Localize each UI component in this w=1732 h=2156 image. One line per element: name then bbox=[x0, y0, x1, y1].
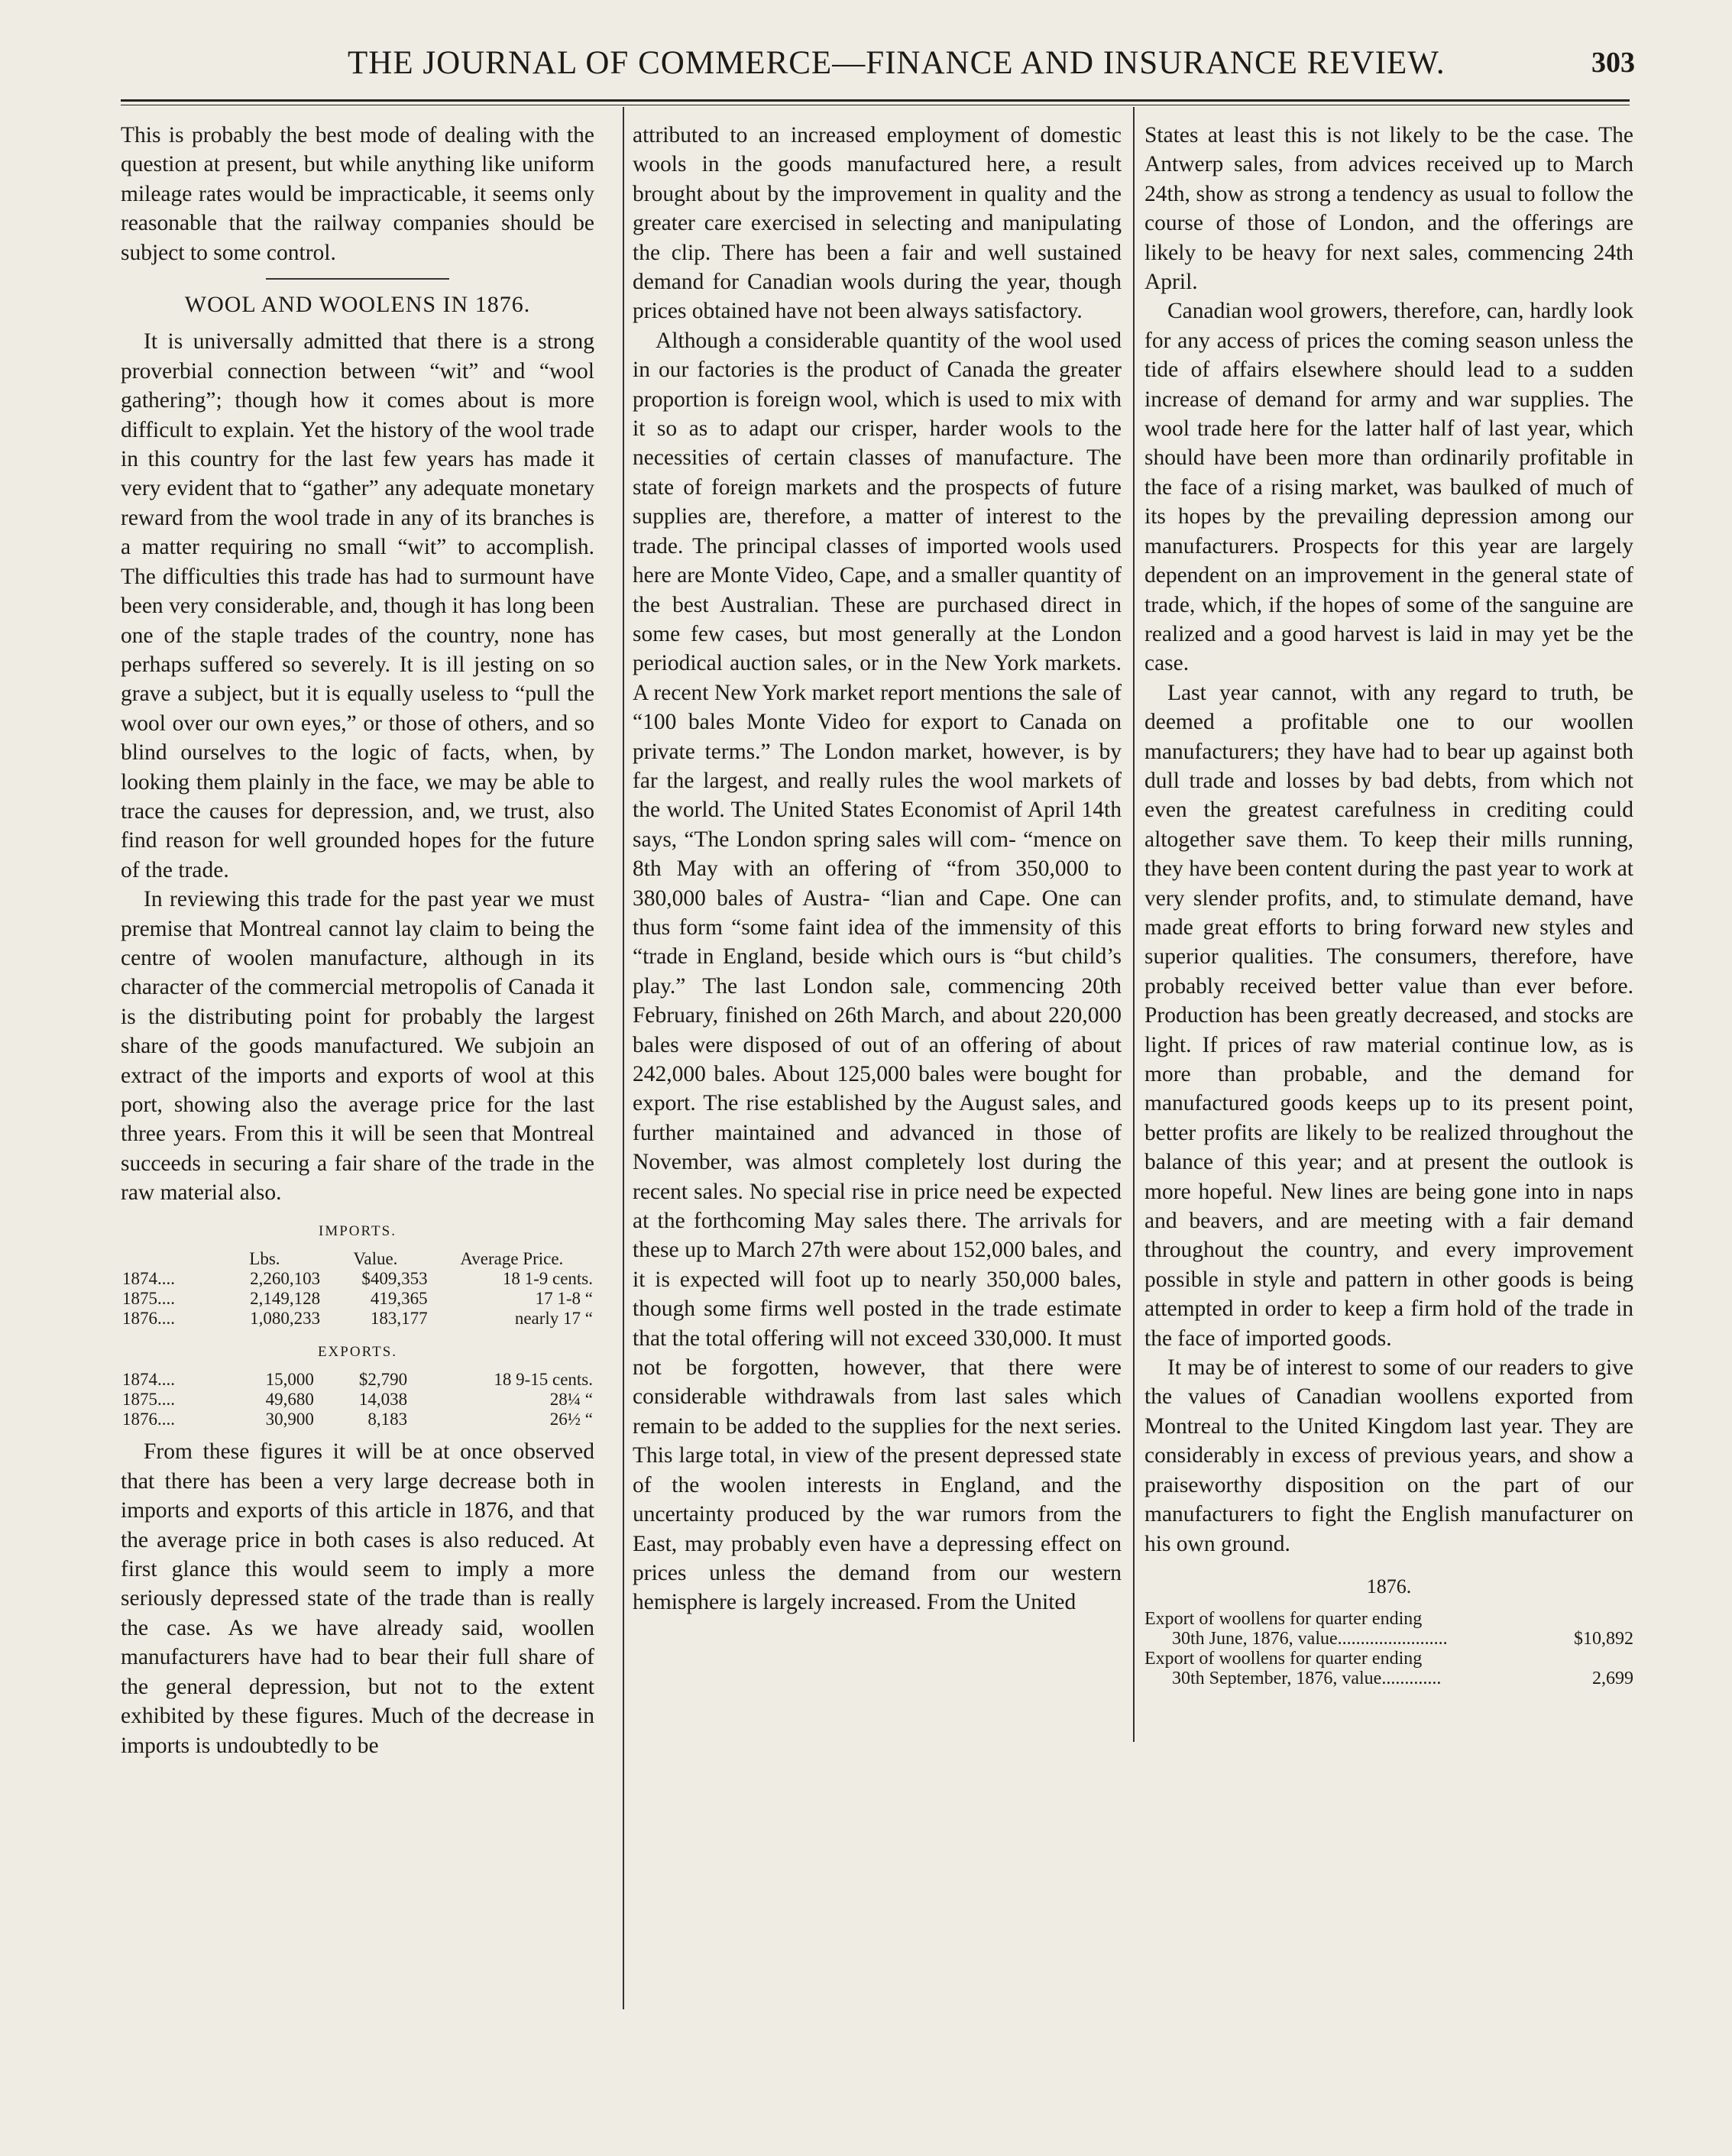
table-header-row bbox=[121, 1249, 594, 1269]
table-cell: 17 1-8 “ bbox=[535, 1289, 593, 1309]
table-cell: 419,365 bbox=[370, 1289, 428, 1309]
paragraph: Last year cannot, with any regard to truth, be deemed a profitable one to our woollen manufacturers; they have had to bear up against both dull trade and losses by bad debts, from which not even the greatest carefulness in crediting could altogether save them. To keep their mills running, they have been content during the past year to work at very slender profits, and, to stimulate demand, have made great efforts to bring forward new styles and superior qualities. The consumers, therefore, have probably received better value than ever before. Production has been greatly decreased, and stocks are light. If prices of raw material continue low, as is more than probable, and the demand for manufactured goods keeps up to its present point, better profits are likely to be realized throughout the balance of this year; and at present the outlook is more hopeful. New lines are being gone into in naps and beavers, and are meeting with a fair demand throughout the country, and every improvement possible in style and pattern in other goods is being attempted in order to keep a firm hold of the trade in the face of imported goods. bbox=[1144, 680, 1633, 1351]
table-cell: 28¼ “ bbox=[549, 1390, 593, 1410]
paragraph: In reviewing this trade for the past year we must premise that Montreal cannot lay claim to being the centre of woolen manufacture, although in its character of the commercial metropolis of Canada it is the distributing point for probably the largest share of the goods manufactured. We subjoin an extract of the imports and exports of wool at this port, showing also the average price for the last three years. From this it will be seen that Montreal succeeds in securing a fair share of the trade in the raw material also. bbox=[121, 887, 594, 1206]
header-rule bbox=[121, 99, 1630, 102]
table-cell: 18 9-15 cents. bbox=[494, 1370, 593, 1390]
table-cell: nearly 17 “ bbox=[514, 1309, 593, 1329]
section-rule bbox=[266, 278, 449, 280]
table-cell: 1874.... bbox=[122, 1370, 175, 1390]
table-cell: 8,183 bbox=[367, 1410, 408, 1429]
export-value: 2,699 bbox=[1592, 1669, 1633, 1689]
export-line-2 bbox=[1144, 1629, 1633, 1649]
table-cell: 14,038 bbox=[358, 1390, 408, 1410]
table-cell: 1876.... bbox=[122, 1309, 175, 1329]
export-entry bbox=[1144, 1609, 1633, 1649]
intro-paragraph: This is probably the best mode of dealing with the question at present, but while anything like uniform mileage rates would be impracticable, it seems only reasonable that the railway companies should be subject to some control. bbox=[121, 123, 594, 265]
table-cell: $2,790 bbox=[358, 1370, 408, 1390]
journal-title: THE JOURNAL OF COMMERCE—FINANCE AND INSURANCE REVIEW. bbox=[348, 45, 1445, 81]
paragraph: From these figures it will be at once observed that there has been a very large decrease both in imports and exports of this article in 1876, and that the average price in both cases is also reduced. At first glance this would seem to imply a more seriously depressed state of the trade than is really the case. As we have already said, woollen manufacturers have had to bear their full share of the general depression, but not to the extent exhibited by these figures. Much of the decrease in imports is undoubtedly to be bbox=[121, 1439, 594, 1758]
table-cell: 18 1-9 cents. bbox=[502, 1269, 593, 1289]
table-cell: 26½ “ bbox=[549, 1410, 593, 1429]
export-label: Export of woollens for quarter ending bbox=[1144, 1649, 1423, 1669]
table-cell: 2,260,103 bbox=[250, 1269, 321, 1289]
table-cell: 15,000 bbox=[265, 1370, 314, 1390]
column-divider-1 bbox=[623, 107, 624, 2009]
exports-caption: EXPORTS. bbox=[317, 1344, 398, 1361]
column-divider-2 bbox=[1133, 107, 1135, 1742]
table-row bbox=[121, 1269, 594, 1289]
imports-table bbox=[121, 1249, 594, 1329]
table-header: Lbs. bbox=[249, 1249, 280, 1269]
table-cell: 1,080,233 bbox=[250, 1309, 321, 1329]
paragraph: It may be of interest to some of our readers to give the values of Canadian woollens exported from Montreal to the United Kingdom last year. They are considerably in excess of previous years, and show a praiseworthy disposition on the part of our manufacturers to fight the English manufacturer on his own ground. bbox=[1144, 1355, 1633, 1556]
export-period: 30th September, 1876, value............. bbox=[1172, 1669, 1442, 1689]
paragraph: Canadian wool growers, therefore, can, hardly look for any access of prices the coming season unless the tide of affairs elsewhere should lead to a sudden increase of demand for army and war supplies. The wool trade here for the latter half of last year, which should have been more than ordinarily profitable in the face of a rising market, was baulked of much of its hopes by the prevailing depression among our manufacturers. Prospects for this year are largely dependent on an improvement in the general state of trade, which, if the hopes of some of the sanguine are realized and a good harvest is laid in may yet be the case. bbox=[1144, 299, 1633, 676]
table-header bbox=[121, 1249, 208, 1269]
export-entry bbox=[1144, 1649, 1633, 1688]
page-number: 303 bbox=[1591, 47, 1635, 79]
table-row bbox=[121, 1370, 594, 1390]
table-row bbox=[121, 1289, 594, 1309]
exports-table bbox=[121, 1370, 594, 1429]
table-cell: 1875.... bbox=[122, 1289, 175, 1309]
export-label: Export of woollens for quarter ending bbox=[1144, 1609, 1423, 1630]
column-1 bbox=[121, 121, 594, 1760]
table-header: Value. bbox=[353, 1249, 398, 1269]
table-header: Average Price. bbox=[460, 1249, 564, 1269]
table-row bbox=[121, 1390, 594, 1410]
table-cell: 183,177 bbox=[370, 1309, 428, 1329]
paragraph: Although a considerable quantity of the wool used in our factories is the product of Canada the greater proportion is foreign wool, which is used to mix with it so as to adapt our crisper, harder wools to the necessities of certain classes of manufacture. The state of foreign markets and the prospects of future supplies are, therefore, a matter of interest to the trade. The principal classes of imported wools used here are Monte Video, Cape, and a smaller quantity of the best Australian. These are purchased direct in some few cases, but most generally at the London periodical auction sales, or in the New York markets. A recent New York market report mentions the sale of “100 bales Monte Video for export to Canada on private terms.” The London market, however, is by far the largest, and really rules the wool markets of the world. The United States Economist of April 14th says, “The London spring sales will com- “mence on 8th May with an offering of “from 350,000 to 380,000 bales of Austra- “lian and Cape. One can thus form “some faint idea of the immensity of this “trade in England, beside which ours is “but child’s play.” The last London sale, commencing 20th February, finished on 26th March, and about 220,000 bales were disposed of out of an offering of about 242,000 bales. About 125,000 bales were bought for export. The rise established by the August sales, and further maintained and advanced in those of November, was almost completely lost during the recent sales. No special rise in price need be expected at the forthcoming May sales there. The arrivals for these up to March 27th were about 152,000 bales, and it is expected will foot up to nearly 350,000 bales, though some firms well posted in the trade estimate that the total offering will not exceed 330,000. It must not be forgotten, however, that there were considerable withdrawals from last sales which remain to be added to the supplies for the next series. This large total, in view of the present depressed state of the woolen interests in England, and the uncertainty produced by the war rumors from the East, may probably even have a depressing effect on prices unless the demand from our western hemisphere is largely increased. From the United bbox=[633, 328, 1122, 1615]
table-cell: 1874.... bbox=[122, 1269, 175, 1289]
table-cell: 2,149,128 bbox=[250, 1289, 321, 1309]
paragraph: attributed to an increased employment of domestic wools in the goods manufactured here, a result brought about by the improvement in quality and the greater care exercised in selecting and manipulating the clip. There has been a fair and well sustained demand for Canadian wools during the year, though prices obtained have not been always satisfactory. bbox=[633, 123, 1122, 324]
article-heading: WOOL AND WOOLENS IN 1876. bbox=[184, 292, 531, 318]
paragraph: It is universally admitted that there is a strong proverbial connection between “wit” and “wool gathering”; though how it comes about is more difficult to explain. Yet the history of the wool trade in this country for the last few years has made it very evident that to “gather” any adequate monetary reward from the wool trade in any of its branches is a matter requiring no small “wit” to accomplish. The difficulties this trade has had to surmount have been very considerable, and, though it has long been one of the staple trades of the country, none has perhaps suffered so severely. It is ill jesting on so grave a subject, but it is equally useless to “pull the wool over our own eyes,” or those of others, and so blind ourselves to the logic of facts, when, by looking them plainly in the face, we may be able to trace the causes for depression, and, we trust, also find reason for well grounded hopes for the future of the trade. bbox=[121, 329, 594, 882]
table-cell: 1876.... bbox=[122, 1410, 175, 1429]
column-2 bbox=[633, 121, 1122, 1617]
page-header bbox=[115, 44, 1635, 98]
table-cell: $409,353 bbox=[361, 1269, 428, 1289]
paragraph: States at least this is not likely to be the case. The Antwerp sales, from advices received up to March 24th, show as strong a tendency as usual to follow the course of those of London, and the offerings are likely to be heavy for next sales, commencing 24th April. bbox=[1144, 123, 1633, 295]
table-cell: 1875.... bbox=[122, 1390, 175, 1410]
table-cell: 49,680 bbox=[265, 1390, 314, 1410]
export-year: 1876. bbox=[1366, 1575, 1412, 1598]
table-row bbox=[121, 1410, 594, 1429]
table-cell: 30,900 bbox=[265, 1410, 314, 1429]
column-3 bbox=[1144, 121, 1633, 1688]
imports-caption: IMPORTS. bbox=[319, 1222, 397, 1239]
export-period: 30th June, 1876, value........................ bbox=[1172, 1629, 1448, 1649]
export-value: $10,892 bbox=[1574, 1629, 1633, 1649]
export-line-2 bbox=[1144, 1669, 1633, 1688]
table-row bbox=[121, 1309, 594, 1329]
